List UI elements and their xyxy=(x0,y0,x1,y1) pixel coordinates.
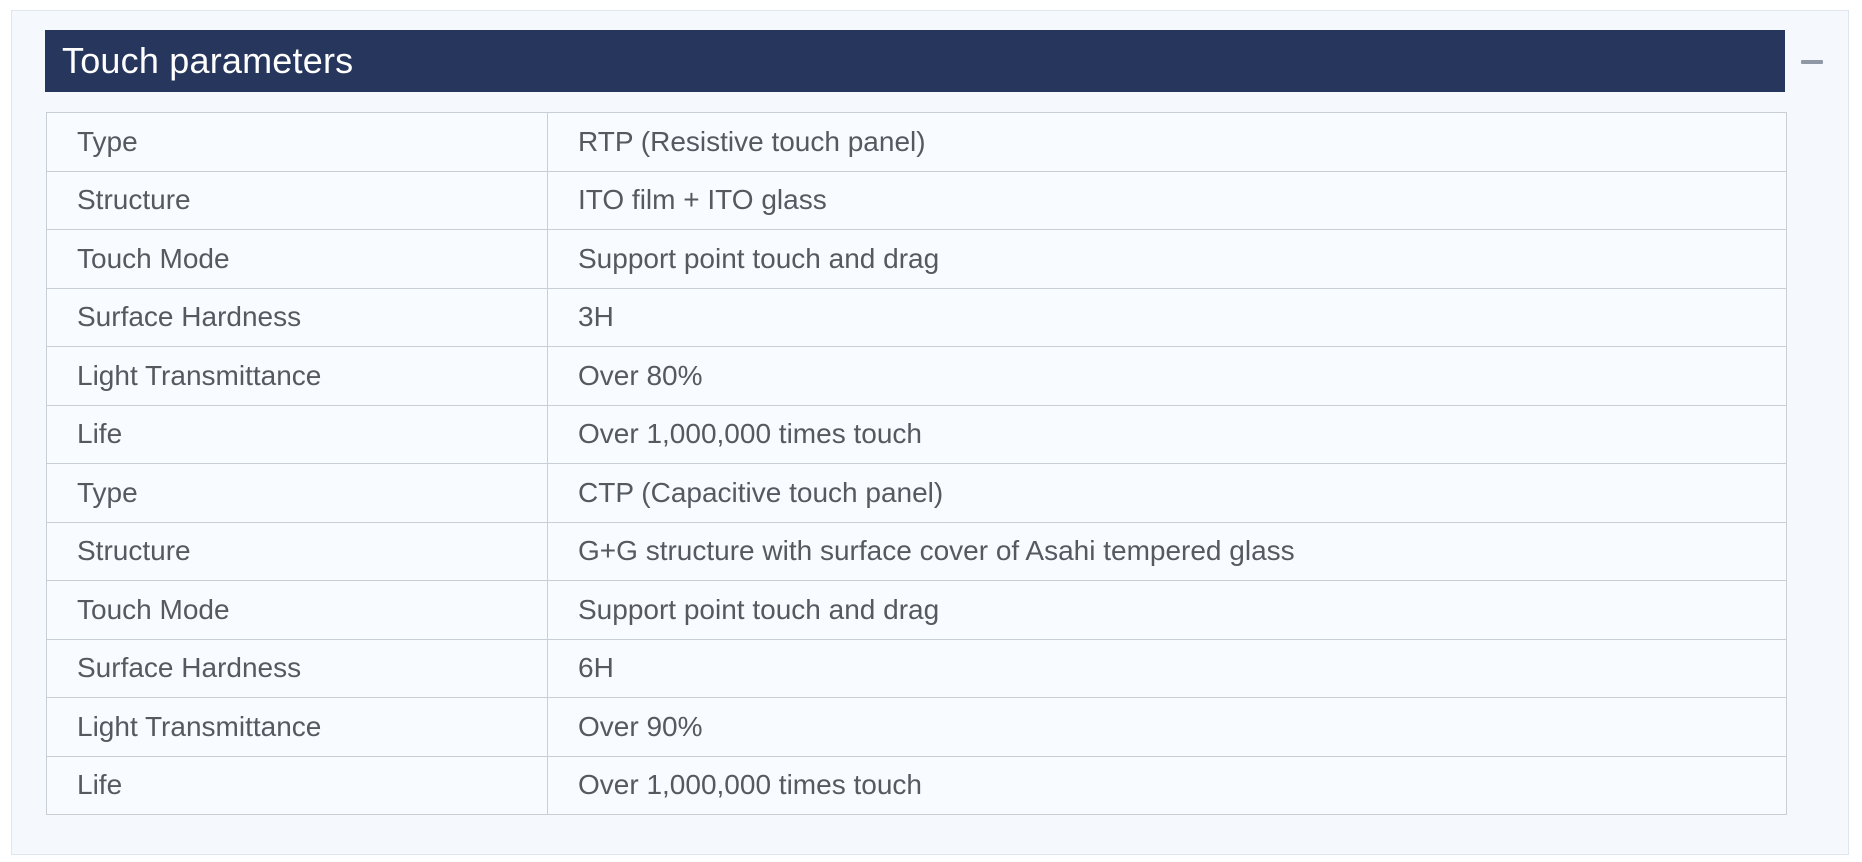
table-row xyxy=(47,347,1787,406)
row-label: Structure xyxy=(47,522,548,581)
row-value: Over 90% xyxy=(548,698,1787,757)
section-header[interactable] xyxy=(45,30,1785,92)
row-label: Structure xyxy=(47,171,548,230)
row-label: Life xyxy=(47,405,548,464)
row-label: Surface Hardness xyxy=(47,639,548,698)
row-value: Support point touch and drag xyxy=(548,230,1787,289)
table-row xyxy=(47,464,1787,523)
row-label: Light Transmittance xyxy=(47,698,548,757)
spec-table xyxy=(46,112,1787,815)
row-label: Type xyxy=(47,464,548,523)
row-label: Surface Hardness xyxy=(47,288,548,347)
row-value: 6H xyxy=(548,639,1787,698)
table-row xyxy=(47,113,1787,172)
table-row xyxy=(47,288,1787,347)
row-value: Over 1,000,000 times touch xyxy=(548,756,1787,815)
row-value: Over 80% xyxy=(548,347,1787,406)
row-value: ITO film + ITO glass xyxy=(548,171,1787,230)
touch-parameters-panel xyxy=(11,10,1849,855)
row-label: Light Transmittance xyxy=(47,347,548,406)
table-row xyxy=(47,171,1787,230)
row-label: Life xyxy=(47,756,548,815)
table-row xyxy=(47,639,1787,698)
row-value: G+G structure with surface cover of Asahi tempered glass xyxy=(548,522,1787,581)
collapse-button[interactable] xyxy=(1799,53,1825,71)
minus-icon xyxy=(1801,60,1823,64)
row-value: Over 1,000,000 times touch xyxy=(548,405,1787,464)
row-value: CTP (Capacitive touch panel) xyxy=(548,464,1787,523)
row-value: Support point touch and drag xyxy=(548,581,1787,640)
row-value: 3H xyxy=(548,288,1787,347)
table-row xyxy=(47,230,1787,289)
row-label: Touch Mode xyxy=(47,581,548,640)
row-label: Touch Mode xyxy=(47,230,548,289)
table-row xyxy=(47,698,1787,757)
table-row xyxy=(47,581,1787,640)
row-label: Type xyxy=(47,113,548,172)
table-row xyxy=(47,522,1787,581)
table-row xyxy=(47,756,1787,815)
row-value: RTP (Resistive touch panel) xyxy=(548,113,1787,172)
table-row xyxy=(47,405,1787,464)
section-title: Touch parameters xyxy=(62,40,354,81)
